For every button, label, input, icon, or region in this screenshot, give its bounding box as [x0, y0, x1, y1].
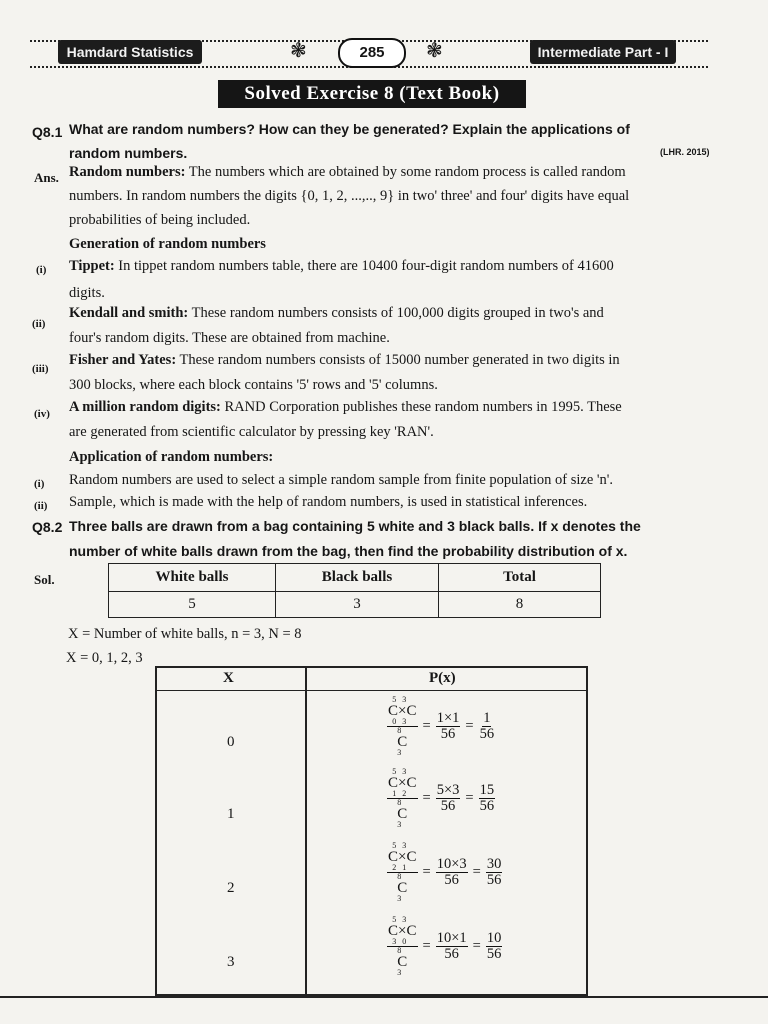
times-sign: ×	[398, 923, 407, 939]
times-sign: ×	[398, 849, 407, 865]
comb-letter: C	[406, 703, 417, 719]
equals-sign: =	[422, 864, 431, 880]
x-value: 1	[227, 806, 235, 822]
list-item	[69, 399, 622, 416]
comb-letter: C	[388, 849, 399, 865]
fraction-denominator: 56	[479, 726, 495, 742]
comb-sub: 0	[392, 717, 403, 726]
table-header: White balls	[109, 564, 276, 592]
result-fraction	[486, 931, 503, 962]
table-header: Black balls	[276, 564, 439, 592]
question-number: Q8.1	[32, 124, 63, 140]
comb-sup: 3	[402, 841, 413, 850]
table-header: Total	[439, 564, 601, 592]
comb-sub: 1	[402, 863, 413, 872]
item-number: (iii)	[32, 363, 49, 375]
product-fraction	[436, 857, 468, 888]
item-text: four's random digits. These are obtained from machine.	[69, 330, 390, 346]
comb-sup: 8	[397, 726, 408, 735]
comb-letter: C	[406, 923, 417, 939]
solution-text: X = 0, 1, 2, 3	[66, 650, 143, 666]
item-text: These random numbers consists of 100,000 digits grouped in two's and	[188, 305, 604, 321]
comb-sup: 5	[392, 915, 403, 924]
combination-fraction	[387, 842, 418, 903]
comb-sub: 3	[397, 748, 408, 757]
table-header: P(x)	[429, 670, 456, 686]
x-value: 2	[227, 880, 235, 896]
probability-expression	[385, 842, 504, 903]
balls-table	[108, 563, 601, 618]
fraction-numerator: 15	[479, 782, 495, 798]
fraction-denominator: 56	[486, 946, 502, 962]
comb-sub: 3	[402, 717, 413, 726]
comb-sub: 3	[392, 937, 403, 946]
x-value: 0	[227, 734, 235, 750]
probability-expression	[385, 916, 504, 977]
comb-letter: C	[388, 703, 399, 719]
answer-text: probabilities of being included.	[69, 212, 251, 228]
product-fraction	[436, 711, 461, 742]
column-divider	[305, 668, 307, 994]
question-text: What are random numbers? How can they be generated? Explain the applications of	[69, 121, 630, 137]
solution-label: Sol.	[34, 572, 55, 587]
answer-label: Ans.	[34, 170, 59, 185]
application-item: Sample, which is made with the help of random numbers, is used in statistical inferences.	[69, 494, 588, 510]
fraction-numerator: 1	[483, 710, 491, 726]
bottom-rule	[0, 996, 768, 998]
answer-term: Random numbers:	[69, 164, 186, 180]
fraction-denominator: 56	[444, 872, 459, 888]
fraction-denominator: 56	[486, 872, 502, 888]
fraction-denominator: 56	[479, 798, 495, 814]
fraction-numerator: 10×1	[436, 930, 467, 946]
application-item: Random numbers are used to select a simple random sample from finite population of size 'n'.	[69, 472, 614, 488]
combination-fraction	[387, 696, 418, 757]
equals-sign: =	[422, 938, 431, 954]
comb-sup: 8	[397, 872, 408, 881]
answer-text: The numbers which are obtained by some random process is called random	[185, 164, 626, 180]
question-number: Q8.2	[32, 519, 63, 535]
question-text: Three balls are drawn from a bag containing 5 white and 3 black balls. If x denotes the	[69, 518, 641, 534]
result-fraction	[479, 783, 496, 814]
generation-heading: Generation of random numbers	[69, 236, 266, 252]
fraction-numerator: 1×1	[436, 710, 460, 726]
combination-fraction	[387, 768, 418, 829]
comb-sub: 2	[392, 863, 403, 872]
header-right-label: Intermediate Part - I	[530, 40, 676, 64]
equals-sign: =	[465, 718, 474, 734]
comb-letter: C	[397, 954, 408, 970]
equals-sign: =	[422, 790, 431, 806]
table-cell: 5	[109, 592, 276, 618]
ornament-icon: ❃	[290, 40, 307, 62]
comb-letter: C	[397, 806, 408, 822]
comb-letter: C	[397, 880, 408, 896]
fraction-denominator: 56	[444, 946, 459, 962]
equals-sign: =	[472, 938, 481, 954]
comb-sup: 3	[402, 767, 413, 776]
equals-sign: =	[472, 864, 481, 880]
item-text: digits.	[69, 285, 105, 301]
item-number: (i)	[34, 478, 45, 490]
comb-sub: 3	[397, 894, 408, 903]
item-term: Tippet:	[69, 258, 115, 274]
item-text: These random numbers consists of 15000 number generated in two digits in	[176, 352, 620, 368]
fraction-numerator: 10×3	[436, 856, 467, 872]
comb-sup: 3	[402, 695, 413, 704]
item-number: (ii)	[34, 500, 48, 512]
table-cell: 8	[439, 592, 601, 618]
comb-sub: 2	[402, 789, 413, 798]
item-text: 300 blocks, where each block contains '5' rows and '5' columns.	[69, 377, 438, 393]
comb-letter: C	[388, 775, 399, 791]
header-divider	[157, 690, 586, 691]
combination-fraction	[387, 916, 418, 977]
fraction-denominator: 56	[440, 726, 456, 742]
comb-letter: C	[406, 849, 417, 865]
product-fraction	[436, 931, 468, 962]
fraction-numerator: 10	[486, 930, 502, 946]
question-text: random numbers.	[69, 145, 188, 161]
item-term: Kendall and smith:	[69, 305, 189, 321]
probability-expression	[385, 768, 497, 829]
result-fraction	[486, 857, 503, 888]
times-sign: ×	[398, 775, 407, 791]
table-cell: 3	[276, 592, 439, 618]
times-sign: ×	[398, 703, 407, 719]
equals-sign: =	[465, 790, 474, 806]
list-item	[69, 258, 614, 275]
item-number: (ii)	[32, 318, 46, 330]
comb-sub: 3	[397, 820, 408, 829]
solution-text: X = Number of white balls, n = 3, N = 8	[68, 626, 302, 642]
answer-paragraph	[69, 164, 626, 181]
comb-sup: 3	[402, 915, 413, 924]
item-number: (i)	[36, 264, 47, 276]
list-item	[69, 352, 620, 369]
probability-expression	[385, 696, 497, 757]
item-term: Fisher and Yates:	[69, 352, 177, 368]
comb-sub: 0	[402, 937, 413, 946]
item-text: In tippet random numbers table, there are 10400 four-digit random numbers of 41600	[114, 258, 614, 274]
fraction-numerator: 30	[486, 856, 502, 872]
ornament-icon: ❃	[426, 40, 443, 62]
comb-sup: 5	[392, 767, 403, 776]
answer-text: numbers. In random numbers the digits {0, 1, 2, ...,.., 9} in two' three' and four' digits have equal	[69, 188, 630, 204]
probability-table	[155, 666, 588, 996]
item-term: A million random digits:	[69, 399, 221, 415]
item-text: are generated from scientific calculator by pressing key 'RAN'.	[69, 424, 434, 440]
item-text: RAND Corporation publishes these random numbers in 1995. These	[220, 399, 622, 415]
comb-letter: C	[388, 923, 399, 939]
product-fraction	[436, 783, 461, 814]
x-value: 3	[227, 954, 235, 970]
comb-sub: 3	[397, 968, 408, 977]
comb-letter: C	[406, 775, 417, 791]
application-heading: Application of random numbers:	[69, 449, 274, 465]
equals-sign: =	[422, 718, 431, 734]
question-text: number of white balls drawn from the bag, then find the probability distribution of x.	[69, 543, 628, 559]
section-title: Solved Exercise 8 (Text Book)	[218, 80, 526, 108]
header-left-label: Hamdard Statistics	[58, 40, 202, 64]
comb-sup: 8	[397, 946, 408, 955]
comb-letter: C	[397, 734, 408, 750]
fraction-numerator: 5×3	[436, 782, 460, 798]
fraction-denominator: 56	[440, 798, 456, 814]
list-item	[69, 305, 604, 322]
comb-sup: 5	[392, 841, 403, 850]
comb-sup: 5	[392, 695, 403, 704]
table-header: X	[223, 670, 234, 686]
comb-sup: 8	[397, 798, 408, 807]
item-number: (iv)	[34, 408, 50, 420]
comb-sub: 1	[392, 789, 403, 798]
result-fraction	[479, 711, 496, 742]
page-number: 285	[338, 38, 406, 68]
question-reference: (LHR. 2015)	[660, 147, 710, 157]
